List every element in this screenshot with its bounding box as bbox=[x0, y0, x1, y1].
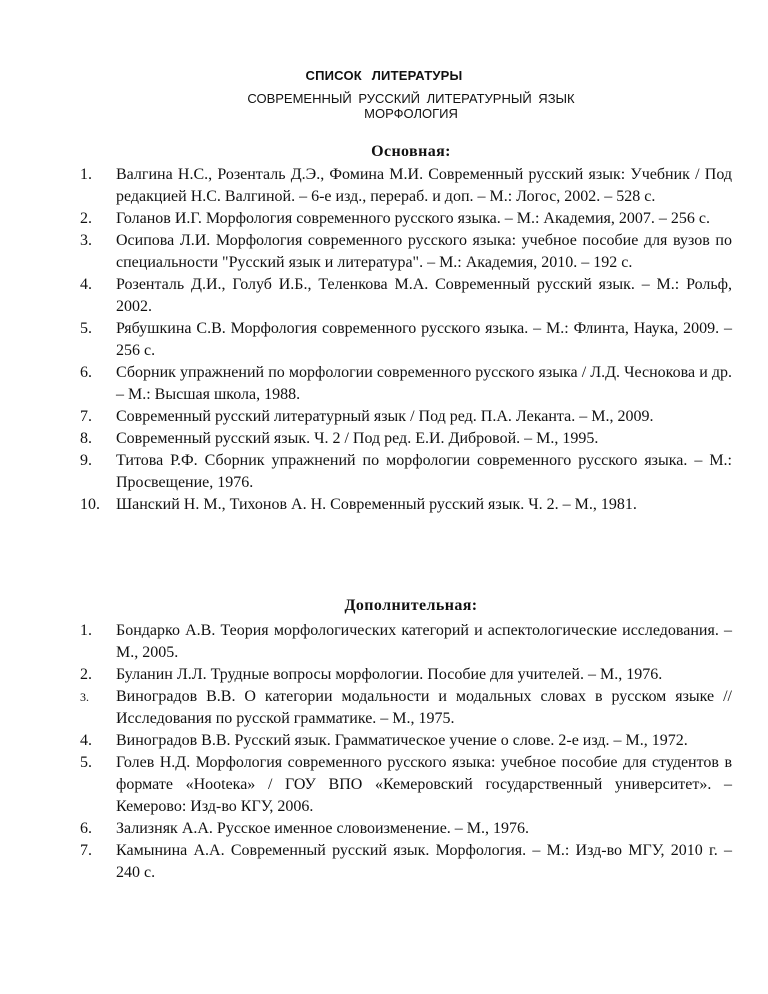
item-number: 7. bbox=[80, 842, 92, 859]
item-text: Валгина Н.С., Розенталь Д.Э., Фомина М.И. Современный русский язык: Учебник / Под редакцией Н.С. Валгиной. – 6-е изд., перераб. и доп. – М.: Логос, 2002. – 528 с. bbox=[116, 166, 732, 205]
list-item bbox=[80, 274, 732, 318]
list-item bbox=[80, 164, 732, 208]
item-text: Голев Н.Д. Морфология современного русского языка: учебное пособие для студентов в формате «Нootека» / ГОУ ВПО «Кемеровский государственный университет». – Кемерово: Изд-во КГУ, 2006. bbox=[116, 754, 732, 815]
item-number: 4. bbox=[80, 732, 92, 749]
item-text: Розенталь Д.И., Голуб И.Б., Теленкова М.А. Современный русский язык. – М.: Рольф, 2002. bbox=[116, 276, 732, 315]
item-text: Рябушкина С.В. Морфология современного русского языка. – М.: Флинта, Наука, 2009. – 256 с. bbox=[116, 320, 732, 359]
subtitle-line-2: МОРФОЛОГИЯ bbox=[364, 106, 458, 121]
list-item bbox=[80, 208, 732, 230]
item-text: Бондарко А.В. Теория морфологических категорий и аспектологические исследования. – М., 2005. bbox=[116, 622, 732, 661]
item-text: Осипова Л.И. Морфология современного русского языка: учебное пособие для вузов по специальности "Русский язык и литература". – М.: Академия, 2010. – 192 с. bbox=[116, 232, 732, 271]
main-bibliography-list bbox=[80, 164, 732, 516]
item-number: 6. bbox=[80, 820, 92, 837]
item-text: Камынина А.А. Современный русский язык. Морфология. – М.: Изд-во МГУ, 2010 г. – 240 с. bbox=[116, 842, 732, 881]
item-text: Зализняк А.А. Русское именное словоизменение. – М., 1976. bbox=[116, 820, 530, 837]
additional-section-heading: Дополнительная: bbox=[344, 597, 478, 614]
additional-bibliography-list bbox=[80, 620, 732, 884]
list-item bbox=[80, 686, 732, 730]
item-number: 1. bbox=[80, 622, 92, 639]
list-item bbox=[80, 428, 732, 450]
item-number: 10. bbox=[80, 496, 100, 513]
item-number: 8. bbox=[80, 430, 92, 447]
item-number: 3. bbox=[80, 232, 92, 249]
item-number: 1. bbox=[80, 166, 92, 183]
item-text: Виноградов В.В. О категории модальности и модальных словах в русском языке // Исследования по русской грамматике. – М., 1975. bbox=[116, 688, 732, 727]
item-number: 2. bbox=[80, 210, 92, 227]
item-text: Современный русский литературный язык / Под ред. П.А. Леканта. – М., 2009. bbox=[116, 408, 654, 425]
item-number: 3. bbox=[80, 690, 89, 704]
main-section-heading: Основная: bbox=[371, 143, 451, 160]
list-item bbox=[80, 362, 732, 406]
list-item bbox=[80, 664, 732, 686]
item-text: Шанский Н. М., Тихонов А. Н. Современный русский язык. Ч. 2. – М., 1981. bbox=[116, 496, 637, 513]
item-text: Современный русский язык. Ч. 2 / Под ред. Е.И. Дибровой. – М., 1995. bbox=[116, 430, 599, 447]
item-number: 5. bbox=[80, 320, 92, 337]
item-text: Виноградов В.В. Русский язык. Грамматическое учение о слове. 2-е изд. – М., 1972. bbox=[116, 732, 688, 749]
list-item bbox=[80, 818, 732, 840]
list-item bbox=[80, 620, 732, 664]
subtitle-line-1: СОВРЕМЕННЫЙ РУССКИЙ ЛИТЕРАТУРНЫЙ ЯЗЫК bbox=[247, 91, 575, 106]
list-item bbox=[80, 406, 732, 428]
item-number: 9. bbox=[80, 452, 92, 469]
item-text: Голанов И.Г. Морфология современного русского языка. – М.: Академия, 2007. – 256 с. bbox=[116, 210, 710, 227]
item-number: 4. bbox=[80, 276, 92, 293]
list-item bbox=[80, 450, 732, 494]
list-item bbox=[80, 230, 732, 274]
item-number: 5. bbox=[80, 754, 92, 771]
list-item bbox=[80, 318, 732, 362]
item-number: 6. bbox=[80, 364, 92, 381]
item-number: 7. bbox=[80, 408, 92, 425]
list-item bbox=[80, 730, 732, 752]
item-text: Буланин Л.Л. Трудные вопросы морфологии. Пособие для учителей. – М., 1976. bbox=[116, 666, 663, 683]
document-title: СПИСОК ЛИТЕРАТУРЫ bbox=[305, 68, 463, 83]
item-number: 2. bbox=[80, 666, 92, 683]
list-item bbox=[80, 752, 732, 818]
item-text: Титова Р.Ф. Сборник упражнений по морфологии современного русского языка. – М.: Просвещение, 1976. bbox=[116, 452, 732, 491]
list-item bbox=[80, 494, 732, 516]
list-item bbox=[80, 840, 732, 884]
item-text: Сборник упражнений по морфологии современного русского языка / Л.Д. Чеснокова и др. – М.: Высшая школа, 1988. bbox=[116, 364, 732, 403]
document-subtitle bbox=[0, 91, 768, 121]
